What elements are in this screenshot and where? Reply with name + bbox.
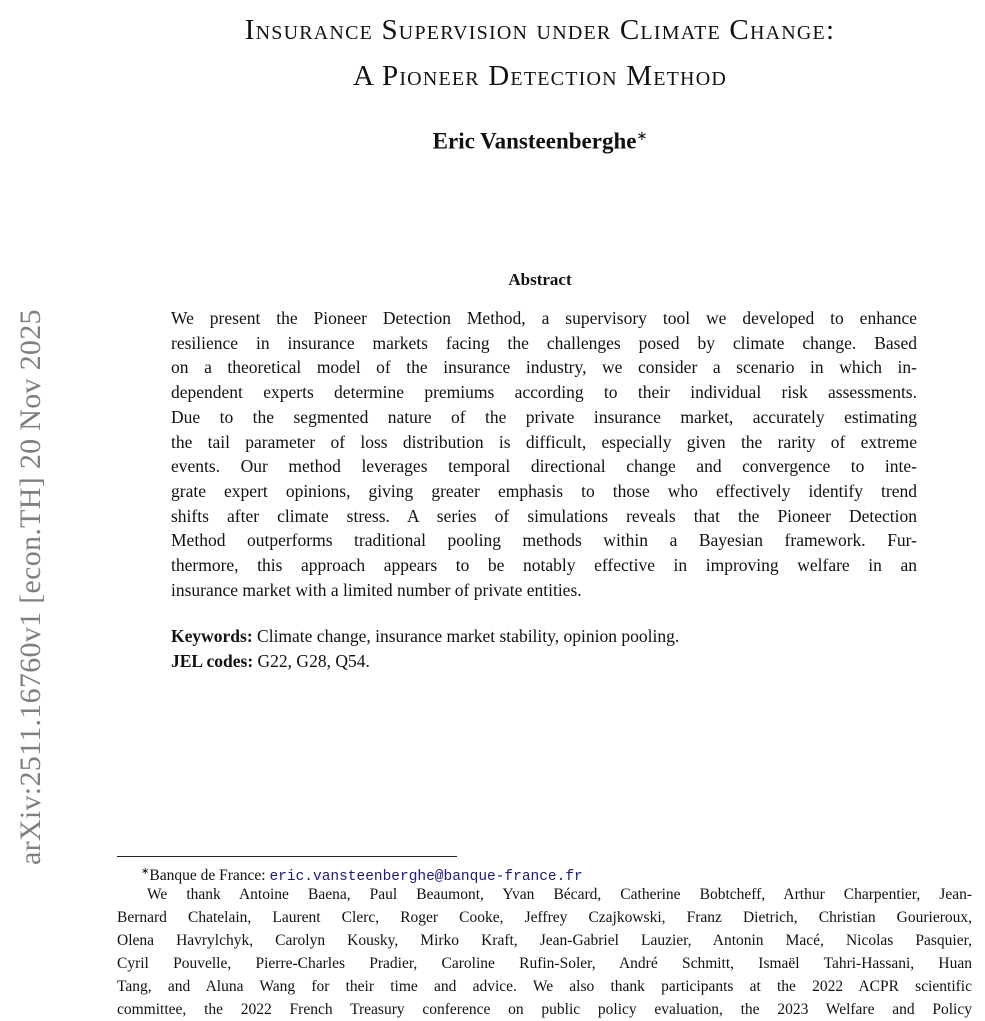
acknowledgement-line: committee, the 2022 French Treasury conference on public policy evaluation, the 2023 Welfare and Policy [117,1001,972,1018]
acknowledgement-line: Olena Havrylchyk, Carolyn Kousky, Mirko Kraft, Jean-Gabriel Lauzier, Antonin Macé, Nicolas Pasquier, [117,932,972,949]
abstract-line: We present the Pioneer Detection Method, a supervisory tool we developed to enhance [171,308,917,328]
abstract-line: Due to the segmented nature of the private insurance market, accurately estimating [171,406,917,427]
abstract-line: on a theoretical model of the insurance industry, we consider a scenario in which in- [171,357,917,378]
footnote-mark: ∗ [141,866,150,877]
abstract-line: grate expert opinions, giving greater emphasis to those who effectively identify trend [171,480,917,501]
abstract-line: thermore, this approach appears to be notably effective in improving welfare in an [171,555,917,576]
abstract-line: insurance market with a limited number of private entities. [171,579,582,600]
abstract-heading: Abstract [508,270,572,289]
abstract-line: Method outperforms traditional pooling methods within a Bayesian framework. Fur- [171,530,917,551]
paper-title-line-2: A Pioneer Detection Method [353,60,727,92]
abstract-line: shifts after climate stress. A series of simulations reveals that the Pioneer Detection [171,505,917,526]
footnote-acknowledgements [117,883,972,1021]
jel-codes-label: JEL codes: [171,651,254,671]
abstract-line: resilience in insurance markets facing the challenges posed by climate change. Based [171,332,917,353]
abstract-line: the tail parameter of loss distribution is difficult, especially given the rarity of extreme [171,431,917,452]
jel-codes [171,649,917,673]
author-block [100,128,980,155]
abstract-body [171,306,917,602]
footnote-rule [117,856,457,857]
acknowledgement-line: Cyril Pouvelle, Pierre-Charles Pradier, Caroline Rufin-Soler, André Schmitt, Ismaël Tahri-Hassani, Huan [117,955,972,972]
paper-title-line-1: Insurance Supervision under Climate Change: [244,14,836,46]
keywords-label: Keywords: [171,626,253,646]
keywords [171,624,917,648]
keywords-value: Climate change, insurance market stability, opinion pooling. [257,626,680,646]
jel-codes-value: G22, G28, Q54. [257,651,370,671]
arxiv-identifier: arXiv:2511.16760v1 [econ.TH] 20 Nov 2025 [14,309,47,865]
acknowledgement-line: Bernard Chatelain, Laurent Clerc, Roger Cooke, Jeffrey Czajkowski, Franz Dietrich, Christian Gourieroux, [117,909,972,926]
author-name: Eric Vansteenberghe [432,128,637,154]
abstract-line: events. Our method leverages temporal directional change and convergence to inte- [171,456,917,477]
acknowledgement-line: We thank Antoine Baena, Paul Beaumont, Yvan Bécard, Catherine Bobtcheff, Arthur Charpentier, Jean- [147,886,972,903]
abstract-line: dependent experts determine premiums according to their individual risk assessments. [171,382,917,403]
footnote-affiliation-text: Banque de France: [149,867,270,885]
acknowledgement-line: Tang, and Aluna Wang for their time and advice. We also thank participants at the 2022 ACPR scientific [117,978,972,995]
author-footnote-mark[interactable]: ∗ [636,128,648,143]
author-email-link[interactable]: eric.vansteenberghe@banque-france.fr [269,869,583,886]
